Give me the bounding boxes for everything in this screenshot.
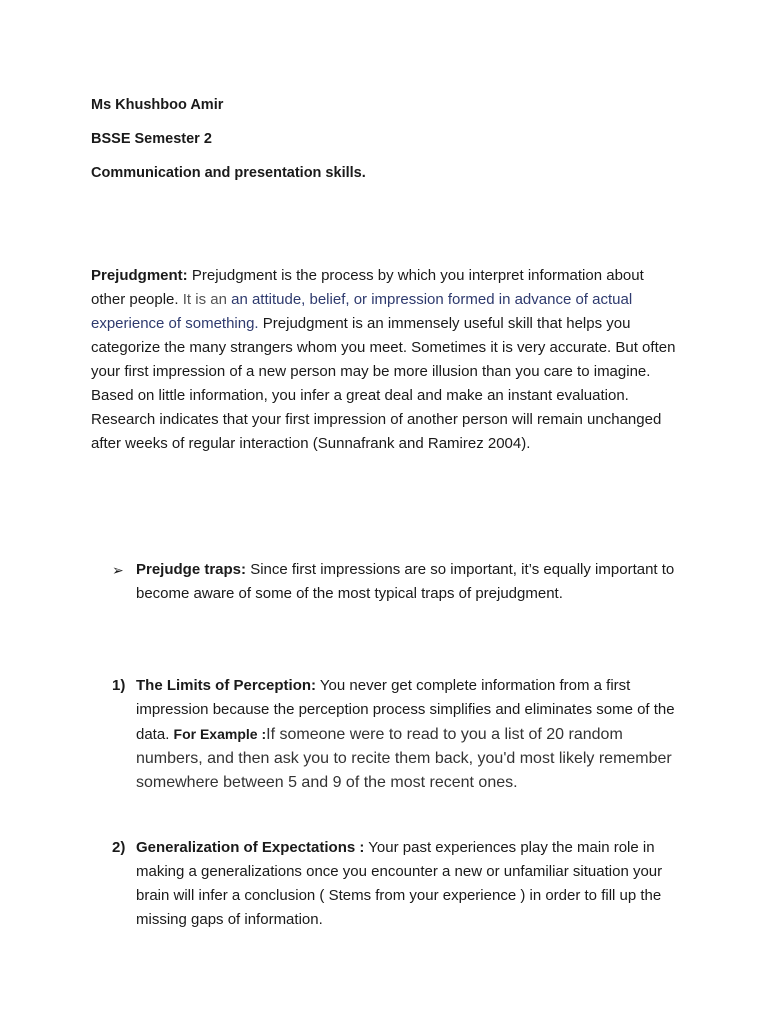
prejudgment-paragraph — [91, 264, 681, 456]
item-term: The Limits of Perception: — [136, 677, 317, 694]
example-label: For Example : — [173, 726, 267, 742]
item-text: You never get complete information from a first impression because the perception process simplifies and eliminates some of the data. — [136, 677, 675, 743]
prejudgment-definition: an attitude, belief, or impression formed in advance of actual experience of something. — [91, 291, 633, 332]
prejudge-traps-bullet — [112, 558, 682, 606]
traps-term: Prejudge traps: — [136, 561, 247, 578]
list-number: 1) — [112, 677, 126, 694]
course-label: BSSE Semester 2 — [91, 131, 212, 147]
prejudgment-body: Prejudgment is an immensely useful skill that helps you categorize the many strangers whom you meet. Sometimes it is very accurate. But often your first impression of a new person may be more illusion than you care to imagine. Based on little information, you infer a great deal and make an instant evaluation. Research indicates that your first impression of another person will remain unchanged after weeks of regular interaction (Sunnafrank and Ramirez 2004). — [91, 315, 676, 452]
list-item — [112, 674, 682, 795]
prejudgment-it-is-an: It is an — [182, 291, 232, 308]
item-term: Generalization of Expectations : — [136, 839, 365, 856]
arrow-bullet-icon: ➢ — [112, 562, 124, 578]
example-text: If someone were to read to you a list of 20 random numbers, and then ask you to recite them back, you'd most likely remember somewhere between 5 and 9 of the most recent ones. — [136, 726, 672, 791]
item-text: Your past experiences play the main role in making a generalizations once you encounter a new or unfamiliar situation your brain will infer a conclusion ( Stems from your experience ) in order to fill up the missing gaps of information. — [136, 839, 663, 928]
author-name: Ms Khushboo Amir — [91, 97, 224, 113]
list-item — [112, 836, 682, 932]
list-number: 2) — [112, 839, 126, 856]
prejudgment-intro: Prejudgment is the process by which you interpret information about other people. — [91, 267, 644, 308]
subject-title: Communication and presentation skills. — [91, 165, 366, 181]
prejudgment-term: Prejudgment: — [91, 267, 188, 284]
traps-text: Since first impressions are so important, it’s equally important to become aware of some of the most typical traps of prejudgment. — [136, 561, 675, 602]
